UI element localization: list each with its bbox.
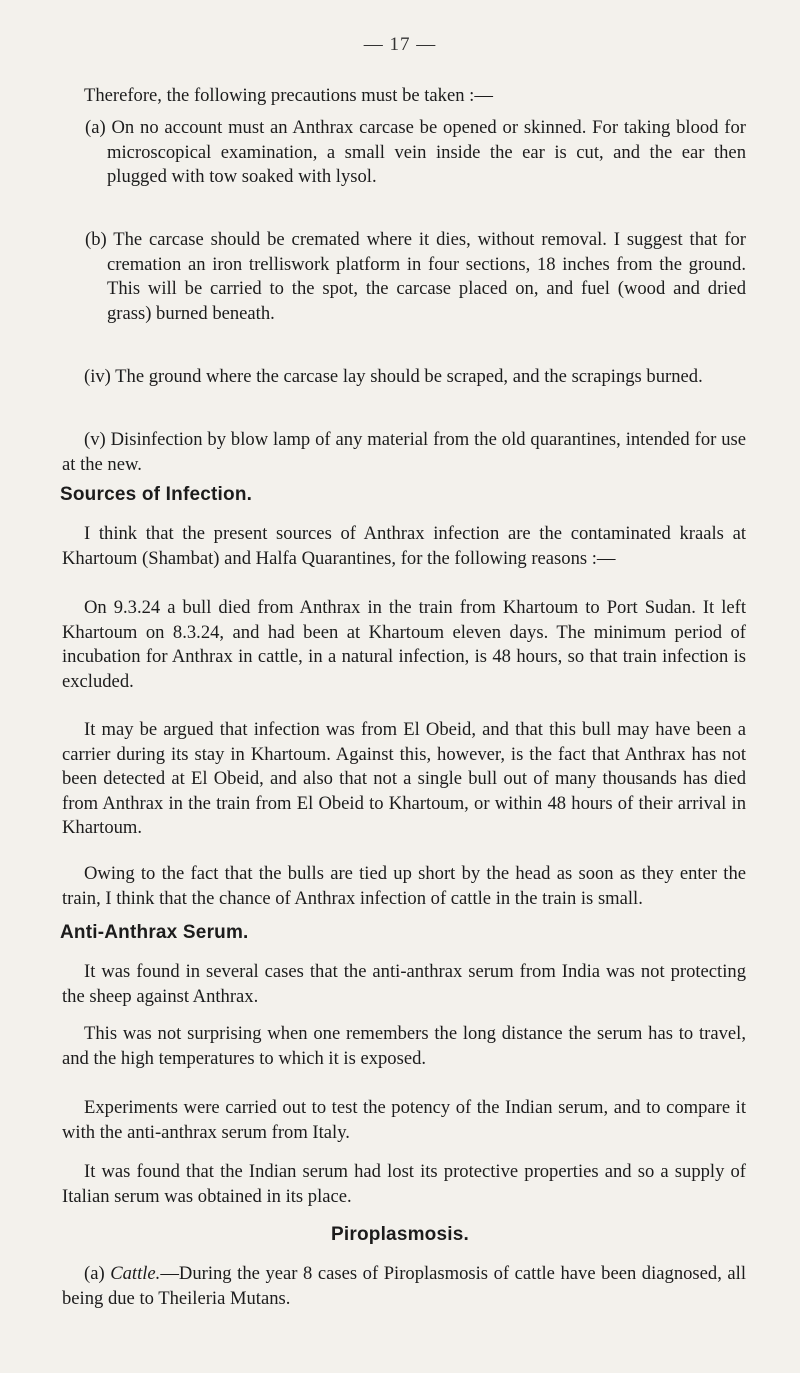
precaution-v (62, 428, 746, 477)
section-heading-piroplasmosis: Piroplasmosis. (331, 1224, 469, 1245)
piroplasmosis-label: (a) (84, 1263, 105, 1284)
precaution-iv (62, 365, 746, 390)
intro-text: Therefore, the following precautions must be taken :— (84, 85, 493, 106)
precaution-label: (v) (84, 429, 106, 450)
precaution-label: (iv) (84, 366, 111, 387)
serum-paragraph-3: Experiments were carried out to test the potency of the Indian serum, and to compare it with the anti-anthrax serum from Italy. (62, 1097, 746, 1143)
precaution-text: The carcase should be cremated where it dies, without removal. I suggest that for cremation an iron trelliswork platform in four sections, 18 inches from the ground. This will be carried to the spot, the carcase placed on, and fuel (wood and dried grass) burned beneath. (107, 229, 746, 324)
precaution-a (75, 116, 746, 190)
precaution-text: On no account must an Anthrax carcase be opened or skinned. For taking blood for microscopical examination, a small vein inside the ear is cut, and the ear then plugged with tow soaked with lysol. (107, 117, 746, 187)
page-number: — 17 — (363, 34, 437, 55)
sources-paragraph-2: On 9.3.24 a bull died from Anthrax in the train from Khartoum to Port Sudan. It left Khartoum on 8.3.24, and had been at Khartoum eleven days. The minimum period of incubation for Anthrax in cattle, in a natural infection, is 48 hours, so that train infection is excluded. (62, 597, 746, 692)
precaution-text: Disinfection by blow lamp of any material from the old quarantines, intended for use at the new. (62, 429, 747, 475)
serum-paragraph-2: This was not surprising when one remembers the long distance the serum has to travel, and the high temperatures to which it is exposed. (62, 1023, 746, 1069)
piroplasmosis-subject: Cattle. (110, 1263, 161, 1284)
section-heading-sources: Sources of Infection. (60, 484, 253, 505)
precaution-b (75, 228, 746, 326)
piroplasmosis-paragraph (62, 1262, 746, 1311)
sources-paragraph-1: I think that the present sources of Anthrax infection are the contaminated kraals at Khartoum (Shambat) and Halfa Quarantines, for the following reasons :— (62, 523, 746, 569)
section-heading-serum: Anti-Anthrax Serum. (60, 922, 249, 943)
serum-paragraph-4: It was found that the Indian serum had lost its protective properties and so a supply of Italian serum was obtained in its place. (62, 1161, 746, 1207)
intro-paragraph (62, 84, 746, 109)
precaution-text: The ground where the carcase lay should be scraped, and the scrapings burned. (115, 366, 703, 387)
sources-paragraph-3: It may be argued that infection was from El Obeid, and that this bull may have been a carrier during its stay in Khartoum. Against this, however, is the fact that Anthrax has not been detected at El Obeid, and also that not a single bull out of many thousands has died from Anthrax in the train from El Obeid to Khartoum, or within 48 hours of their arrival in Khartoum. (62, 719, 746, 838)
precaution-label: (a) (85, 117, 106, 138)
piroplasmosis-text: —During the year 8 cases of Piroplasmosis of cattle have been diagnosed, all being due to Theileria Mutans. (62, 1263, 746, 1309)
serum-paragraph-1: It was found in several cases that the anti-anthrax serum from India was not protecting the sheep against Anthrax. (62, 961, 746, 1007)
precaution-label: (b) (85, 229, 107, 250)
sources-paragraph-4: Owing to the fact that the bulls are tied up short by the head as soon as they enter the train, I think that the chance of Anthrax infection of cattle in the train is small. (62, 863, 746, 909)
